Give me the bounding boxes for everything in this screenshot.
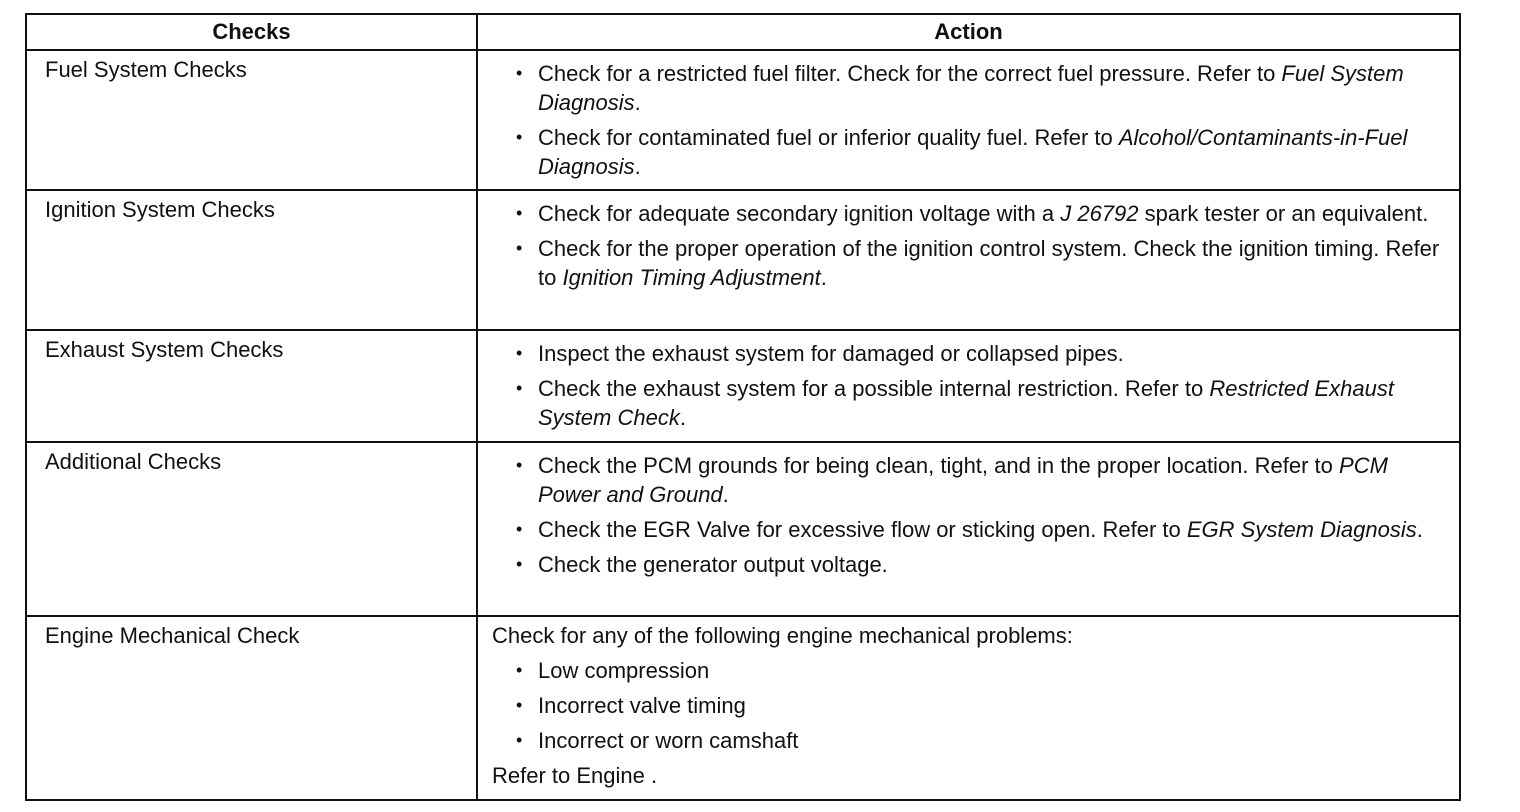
bullet-icon: •: [516, 343, 523, 363]
table-body: [26, 50, 1460, 800]
action-item: [516, 550, 1445, 579]
reference-link[interactable]: PCM Power and Ground: [538, 453, 1388, 507]
action-list: [492, 656, 1445, 755]
action-item: [516, 339, 1445, 368]
action-text: Low compression: [538, 658, 710, 683]
header-action: Action: [477, 14, 1460, 50]
action-item: [516, 451, 1445, 509]
action-cell: [477, 442, 1460, 616]
check-name: Fuel System Checks: [26, 50, 477, 190]
action-text: Incorrect valve timing: [538, 693, 746, 718]
action-text: Check the exhaust system for a possible internal restriction. Refer to: [538, 376, 1210, 401]
action-item: [516, 515, 1445, 544]
action-outro: Refer to Engine .: [492, 763, 658, 788]
action-cell: [477, 190, 1460, 330]
action-text-tail: spark tester or an equivalent.: [1138, 201, 1429, 226]
action-cell: [477, 616, 1460, 800]
action-text: Check for adequate secondary ignition voltage with a: [538, 201, 1061, 226]
action-text: Check for the proper operation of the ignition control system. Check the ignition timing. Refer to: [538, 236, 1440, 290]
action-list: [492, 199, 1445, 292]
reference-link[interactable]: Ignition Timing Adjustment: [562, 265, 821, 290]
reference-link[interactable]: Fuel System Diagnosis: [538, 61, 1404, 115]
action-item: [516, 59, 1445, 117]
action-list: [492, 451, 1445, 579]
reference-link[interactable]: EGR System Diagnosis: [1186, 517, 1417, 542]
reference-link[interactable]: J 26792: [1060, 201, 1139, 226]
action-cell: [477, 50, 1460, 190]
reference-link[interactable]: Restricted Exhaust System Check: [538, 376, 1394, 430]
action-text: Check for a restricted fuel filter. Check for the correct fuel pressure. Refer to: [538, 61, 1282, 86]
bullet-icon: •: [516, 730, 523, 750]
header-checks: Checks: [26, 14, 477, 50]
action-list: [492, 339, 1445, 432]
bullet-icon: •: [516, 554, 523, 574]
action-list: [492, 59, 1445, 181]
bullet-icon: •: [516, 127, 523, 147]
action-item: [516, 199, 1445, 228]
action-text: Inspect the exhaust system for damaged or collapsed pipes.: [538, 341, 1124, 366]
bullet-icon: •: [516, 660, 523, 680]
header-row: [26, 14, 1460, 50]
action-text: Check for contaminated fuel or inferior quality fuel. Refer to: [538, 125, 1119, 150]
action-text: Check the generator output voltage.: [538, 552, 888, 577]
action-text: Check the EGR Valve for excessive flow or sticking open. Refer to: [538, 517, 1187, 542]
table-row: [26, 190, 1460, 330]
action-text-tail: .: [634, 90, 641, 115]
check-name: Exhaust System Checks: [26, 330, 477, 442]
action-cell: [477, 330, 1460, 442]
action-text-tail: .: [634, 154, 641, 179]
reference-link[interactable]: Alcohol/Contaminants-in-Fuel Diagnosis: [538, 125, 1408, 179]
table-row: [26, 50, 1460, 190]
bullet-icon: •: [516, 238, 523, 258]
action-intro: Check for any of the following engine mechanical problems:: [492, 623, 1073, 648]
bullet-icon: •: [516, 63, 523, 83]
action-item: [516, 234, 1445, 292]
table-row: [26, 616, 1460, 800]
table-row: [26, 442, 1460, 616]
check-name: Additional Checks: [26, 442, 477, 616]
table-row: [26, 330, 1460, 442]
action-item: [516, 656, 1445, 685]
action-text: Check the PCM grounds for being clean, tight, and in the proper location. Refer to: [538, 453, 1340, 478]
bullet-icon: •: [516, 695, 523, 715]
action-text-tail: .: [679, 405, 686, 430]
action-text-tail: .: [820, 265, 827, 290]
check-name: Engine Mechanical Check: [26, 616, 477, 800]
action-item: [516, 691, 1445, 720]
action-item: [516, 123, 1445, 181]
diagnostic-checks-table: [25, 13, 1461, 801]
action-text-tail: .: [722, 482, 729, 507]
bullet-icon: •: [516, 519, 523, 539]
bullet-icon: •: [516, 203, 523, 223]
action-item: [516, 374, 1445, 432]
action-text: Incorrect or worn camshaft: [538, 728, 799, 753]
bullet-icon: •: [516, 378, 523, 398]
action-item: [516, 726, 1445, 755]
bullet-icon: •: [516, 455, 523, 475]
action-text-tail: .: [1416, 517, 1423, 542]
check-name: Ignition System Checks: [26, 190, 477, 330]
